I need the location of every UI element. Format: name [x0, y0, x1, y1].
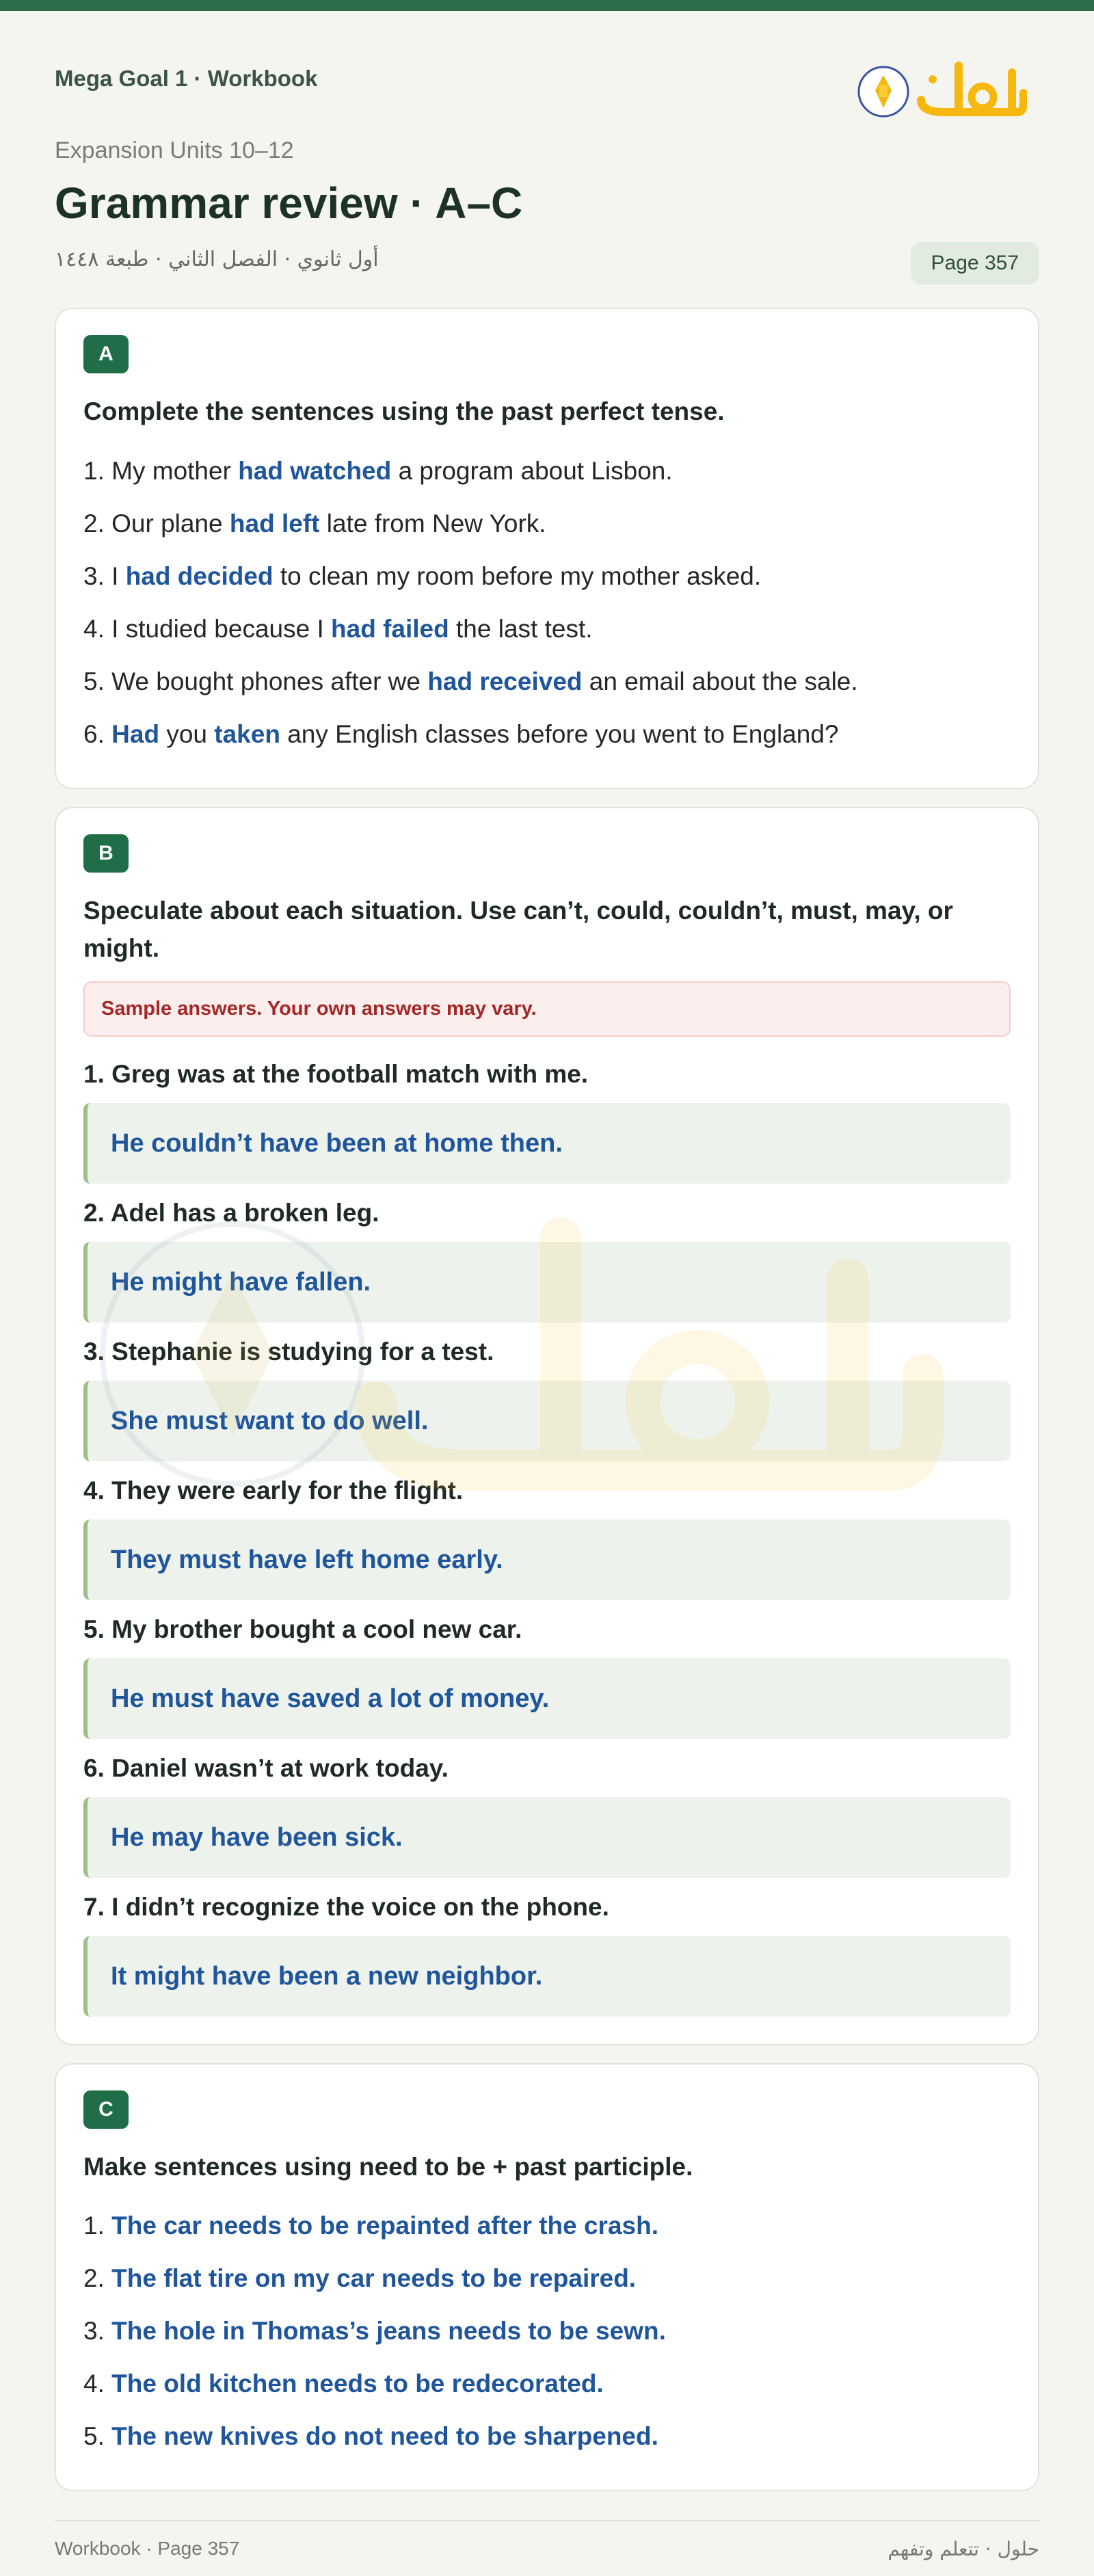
exercise-line: 2. Our plane had left late from New York. — [83, 509, 546, 537]
page-title: Grammar review · A–C — [55, 178, 523, 228]
situation-question: 5. My brother bought a cool new car. — [83, 1615, 522, 1643]
exercise-line: 5. The new knives do not need to be sharpened. — [83, 2422, 658, 2450]
exercise-line: 1. My mother had watched a program about Lisbon. — [83, 456, 673, 485]
section-c-card — [55, 2063, 1039, 2492]
footer-brand-label: حلول · تتعلم وتفهم — [888, 2538, 1039, 2560]
answer-box: He couldn’t have been at home then. — [83, 1103, 1011, 1184]
answer-text: The car needs to be repainted after the crash. — [111, 2212, 658, 2240]
exercise-line: 4. I studied because I had failed the last test. — [83, 614, 593, 643]
answer-box: He might have fallen. — [83, 1242, 1011, 1323]
section-a-badge: A — [83, 335, 129, 373]
answer-box: They must have left home early. — [83, 1519, 1011, 1600]
section-b-card — [55, 807, 1039, 2045]
situation-question: 7. I didn’t recognize the voice on the phone. — [83, 1892, 609, 1921]
exercise-line: 3. The hole in Thomas’s jeans needs to be sewn. — [83, 2317, 666, 2345]
answer-text: The hole in Thomas’s jeans needs to be sewn. — [111, 2317, 666, 2345]
answer-text: had left — [229, 509, 320, 537]
answer-text: had failed — [331, 614, 449, 643]
situation-question: 1. Greg was at the football match with me. — [83, 1059, 589, 1088]
hulul-logo-icon — [856, 52, 1027, 127]
exercise-line: 5. We bought phones after we had received an email about the sale. — [83, 667, 858, 695]
answer-box: She must want to do well. — [83, 1381, 1011, 1461]
answer-text: taken — [214, 719, 280, 748]
section-b-instruction: Speculate about each situation. Use can’t, could, couldn’t, must, may, or might. — [83, 896, 953, 962]
expansion-units-label: Expansion Units 10–12 — [55, 137, 294, 163]
situation-question: 6. Daniel wasn’t at work today. — [83, 1753, 449, 1782]
page-number-badge: Page 357 — [911, 242, 1039, 284]
answer-text: had watched — [238, 456, 392, 485]
exercise-line: 4. The old kitchen needs to be redecorated. — [83, 2369, 604, 2398]
footer-page-label: Workbook · Page 357 — [55, 2538, 240, 2559]
section-c-instruction: Make sentences using need to be + past participle. — [83, 2152, 693, 2181]
section-c-badge: C — [83, 2090, 129, 2129]
answer-text: The new knives do not need to be sharpened. — [111, 2422, 658, 2450]
situation-question: 3. Stephanie is studying for a test. — [83, 1337, 494, 1366]
answer-text: had decided — [125, 561, 274, 590]
top-accent-bar — [0, 0, 1094, 11]
arabic-grade-meta: أول ثانوي · الفصل الثاني · طبعة ١٤٤٨ — [55, 248, 379, 271]
answer-box: He may have been sick. — [83, 1797, 1011, 1878]
exercise-line: 2. The flat tire on my car needs to be repaired. — [83, 2264, 637, 2292]
answer-text: Had — [111, 719, 160, 748]
answer-text: The old kitchen needs to be redecorated. — [111, 2369, 604, 2398]
sample-answers-note: Sample answers. Your own answers may vary. — [83, 981, 1011, 1037]
exercise-line: 1. The car needs to be repainted after the crash. — [83, 2212, 658, 2240]
section-a-card — [55, 308, 1039, 789]
answer-text: The flat tire on my car needs to be repaired. — [111, 2264, 637, 2292]
page-footer — [55, 2521, 1039, 2576]
situation-question: 4. They were early for the flight. — [83, 1476, 464, 1504]
exercise-line: 6. Had you taken any English classes before you went to England? — [83, 719, 839, 748]
answer-box: It might have been a new neighbor. — [83, 1936, 1011, 2017]
exercise-line: 3. I had decided to clean my room before my mother asked. — [83, 561, 762, 590]
page-header — [55, 11, 1039, 110]
situation-question: 2. Adel has a broken leg. — [83, 1198, 379, 1227]
section-b-badge: B — [83, 834, 129, 873]
book-title: Mega Goal 1 · Workbook — [55, 66, 318, 91]
answer-text: had received — [427, 667, 583, 695]
section-a-instruction: Complete the sentences using the past perfect tense. — [83, 397, 725, 425]
answer-box: He must have saved a lot of money. — [83, 1658, 1011, 1739]
